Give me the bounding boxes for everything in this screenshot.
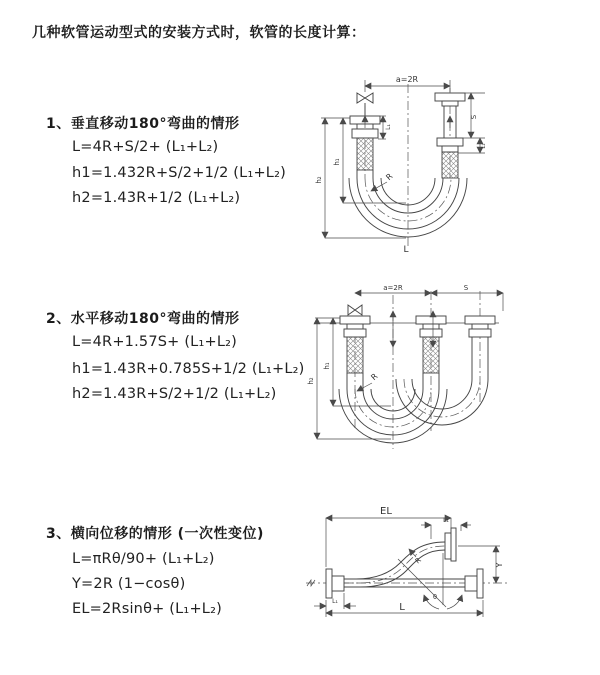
section-1-formula-L: L=4R+S/2+ (L₁+L₂) [72, 139, 219, 155]
diagram-lateral-displacement [298, 501, 600, 649]
section-1-heading: 1、垂直移动180°弯曲的情形 [46, 116, 240, 132]
section-2-formula-L: L=4R+1.57S+ (L₁+L₂) [72, 334, 237, 350]
middle-fitting [416, 316, 446, 337]
diagram-horizontal-180-bend [303, 281, 600, 463]
right-flange [465, 569, 483, 598]
angle-label: θ [433, 593, 437, 601]
valve-icon [357, 93, 373, 116]
dim-l [326, 600, 483, 617]
middle-braided-hose [423, 337, 439, 373]
svg-text:a=2R: a=2R [383, 284, 403, 292]
dim-a2r [355, 284, 431, 293]
svg-text:S: S [470, 114, 478, 120]
section-2-formula-h1: h1=1.43R+0.785S+1/2 (L₁+L₂) [72, 361, 305, 377]
section-3-formula-L: L=πRθ/90+ (L₁+L₂) [72, 551, 215, 567]
svg-text:L₁: L₁ [385, 124, 392, 130]
svg-text:R: R [413, 556, 423, 566]
section-2-formula-h2: h2=1.43R+S/2+1/2 (L₁+L₂) [72, 386, 277, 402]
dim-a2r [365, 75, 450, 92]
radius-leader [357, 371, 380, 391]
dim-s [431, 284, 503, 311]
svg-text:L: L [399, 602, 405, 613]
svg-text:h₁: h₁ [323, 362, 331, 370]
svg-text:L₁: L₁ [443, 517, 449, 524]
curved-hose [344, 542, 445, 587]
left-fitting [340, 316, 370, 337]
dim-l1-right [480, 138, 487, 153]
svg-text:Y: Y [495, 562, 504, 568]
svg-text:L₁: L₁ [481, 143, 487, 149]
valve-icon [348, 305, 362, 315]
section-2-heading: 2、水平移动180°弯曲的情形 [46, 311, 240, 327]
svg-text:L₁: L₁ [332, 598, 338, 605]
right-braided-hose [442, 152, 458, 178]
section-3-heading: 3、横向位移的情形 (一次性变位) [46, 526, 264, 542]
section-1-formula-h2: h2=1.43R+1/2 (L₁+L₂) [72, 190, 241, 206]
right-fitting-lower [437, 138, 463, 152]
page-title: 几种软管运动型式的安装方式时，软管的长度计算： [32, 25, 366, 41]
svg-text:EL: EL [380, 506, 392, 517]
right-fitting-upper [435, 93, 465, 138]
svg-text:h₂: h₂ [307, 377, 315, 385]
left-flange [326, 569, 344, 598]
left-braided-hose [347, 337, 363, 373]
section-3-formula-EL: EL=2Rsinθ+ (L₁+L₂) [72, 601, 222, 617]
svg-text:R: R [384, 171, 395, 183]
left-braided-hose [357, 138, 373, 170]
diagram-vertical-180-bend [306, 66, 591, 266]
section-3-formula-Y: Y=2R (1−cosθ) [72, 576, 186, 592]
dim-l1-bottom [314, 593, 356, 609]
length-label: L [403, 245, 409, 255]
svg-text:a=2R: a=2R [395, 75, 419, 84]
svg-text:h₂: h₂ [315, 176, 323, 184]
svg-text:h₁: h₁ [333, 158, 341, 166]
dim-el [326, 506, 451, 567]
section-1-formula-h1: h1=1.432R+S/2+1/2 (L₁+L₂) [72, 165, 286, 181]
right-fitting [465, 316, 495, 337]
svg-text:R: R [369, 371, 380, 383]
svg-text:S: S [463, 284, 469, 292]
raised-flange [445, 528, 456, 561]
